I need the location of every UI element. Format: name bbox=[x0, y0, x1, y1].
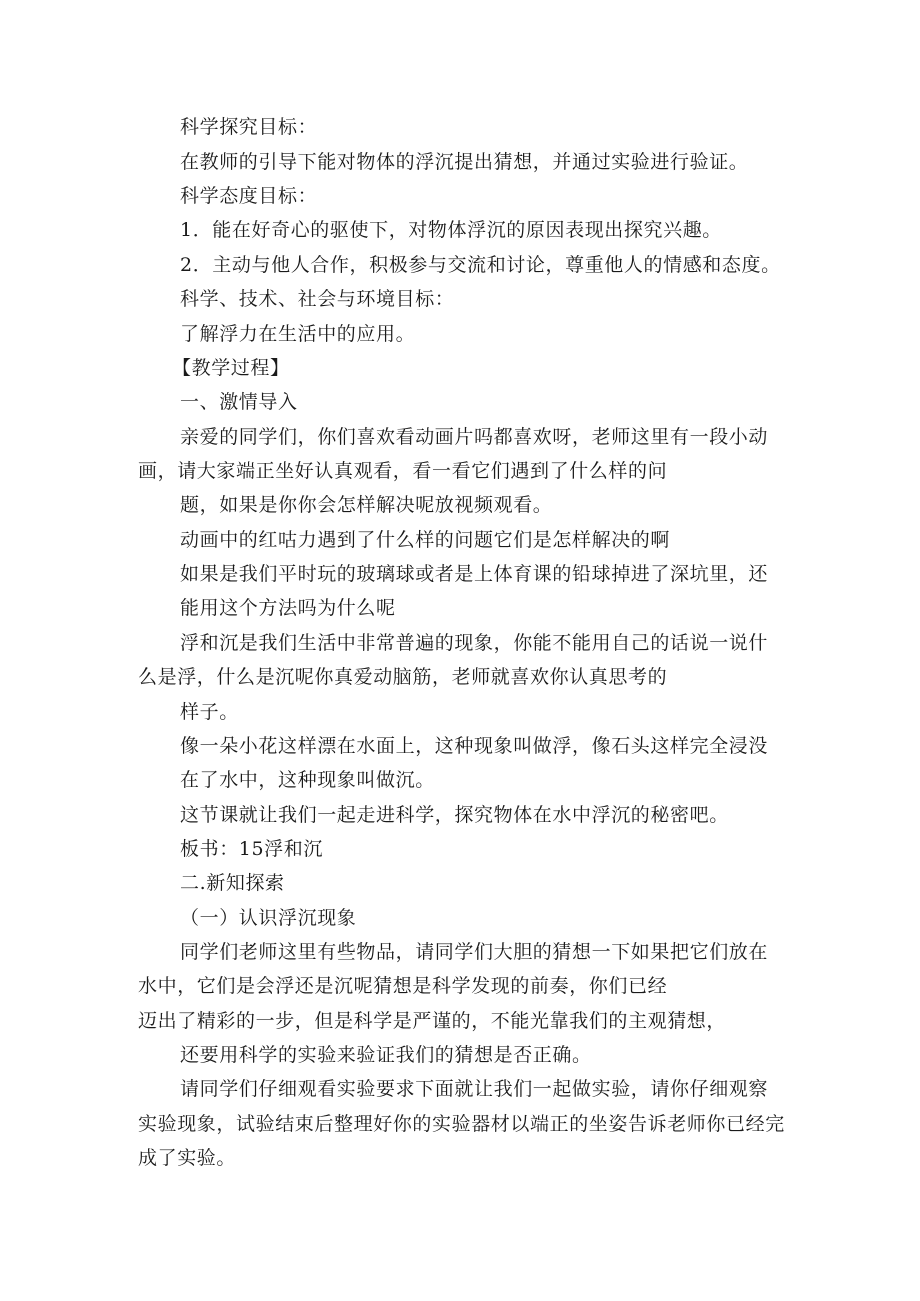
subsection-heading-new-knowledge: 二.新知探索 bbox=[180, 872, 285, 894]
subsection-heading-recognize: （一）认识浮沉现象 bbox=[180, 907, 357, 929]
paragraph-line: 水中，它们是会浮还是沉呢猜想是科学发现的前奏，你们已经 bbox=[138, 975, 668, 997]
paragraph-line: 在教师的引导下能对物体的浮沉提出猜想，并通过实验进行验证。 bbox=[180, 151, 749, 173]
section-heading-teaching-process: 【教学过程】 bbox=[172, 357, 290, 379]
paragraph-line: 还要用科学的实验来验证我们的猜想是否正确。 bbox=[180, 1044, 592, 1066]
heading-science-inquiry-goal: 科学探究目标： bbox=[180, 116, 318, 138]
paragraph-line: 题，如果是你你会怎样解决呢放视频观看。 bbox=[180, 494, 553, 516]
board-writing-line: 板书：15浮和沉 bbox=[180, 838, 323, 860]
paragraph-line: 同学们老师这里有些物品，请同学们大胆的猜想一下如果把它们放在 bbox=[180, 941, 769, 963]
paragraph-line: 实验现象，试验结束后整理好你的实验器材以端正的坐姿告诉老师你已经完 bbox=[138, 1113, 785, 1135]
paragraph-line: 浮和沉是我们生活中非常普遍的现象，你能不能用自己的话说一说什 bbox=[180, 632, 769, 654]
paragraph-line: 画，请大家端正坐好认真观看，看一看它们遇到了什么样的问 bbox=[138, 460, 668, 482]
paragraph-line: 成了实验。 bbox=[138, 1147, 237, 1169]
paragraph-line: 像一朵小花这样漂在水面上，这种现象叫做浮，像石头这样完全浸没 bbox=[180, 735, 769, 757]
paragraph-line: 亲爱的同学们，你们喜欢看动画片吗都喜欢呀，老师这里有一段小动 bbox=[180, 426, 769, 448]
heading-science-attitude-goal: 科学态度目标： bbox=[180, 185, 318, 207]
paragraph-line: 请同学们仔细观看实验要求下面就让我们一起做实验，请你仔细观察 bbox=[180, 1078, 769, 1100]
paragraph-line: 能用这个方法吗为什么呢 bbox=[180, 597, 396, 619]
paragraph-line: 了解浮力在生活中的应用。 bbox=[180, 323, 416, 345]
heading-stse-goal: 科学、技术、社会与环境目标： bbox=[180, 288, 455, 310]
subsection-heading-intro: 一、激情导入 bbox=[180, 391, 298, 413]
paragraph-line: 如果是我们平时玩的玻璃球或者是上体育课的铅球掉进了深坑里，还 bbox=[180, 563, 769, 585]
list-item-1: 1．能在好奇心的驱使下，对物体浮沉的原因表现出探究兴趣。 bbox=[180, 219, 722, 241]
paragraph-line: 迈出了精彩的一步，但是科学是严谨的，不能光靠我们的主观猜想， bbox=[138, 1010, 727, 1032]
paragraph-line: 这节课就让我们一起走进科学，探究物体在水中浮沉的秘密吧。 bbox=[180, 804, 729, 826]
list-item-2: 2．主动与他人合作，积极参与交流和讨论，尊重他人的情感和态度。 bbox=[180, 254, 781, 276]
paragraph-line: 动画中的红咕力遇到了什么样的问题它们是怎样解决的啊 bbox=[180, 529, 671, 551]
paragraph-line: 么是浮，什么是沉呢你真爱动脑筋，老师就喜欢你认真思考的 bbox=[138, 666, 668, 688]
paragraph-line: 样子。 bbox=[180, 701, 239, 723]
paragraph-line: 在了水中，这种现象叫做沉。 bbox=[180, 769, 435, 791]
